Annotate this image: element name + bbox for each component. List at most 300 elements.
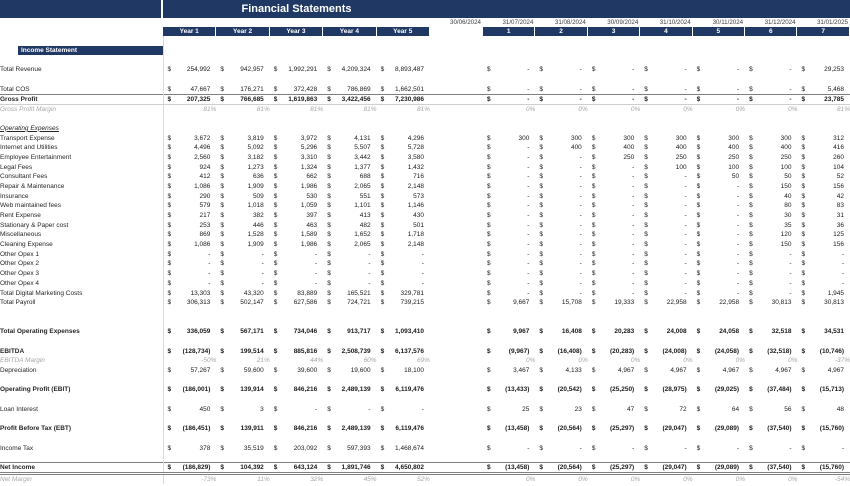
money-cell[interactable] — [270, 385, 323, 395]
money-cell[interactable] — [163, 191, 216, 201]
money-cell[interactable] — [798, 298, 850, 308]
money-cell[interactable] — [163, 240, 216, 250]
row-label[interactable]: Insurance — [0, 191, 163, 201]
money-cell[interactable] — [588, 230, 640, 240]
money-cell[interactable] — [588, 153, 640, 163]
money-cell[interactable] — [535, 269, 587, 279]
money-cell[interactable] — [640, 443, 692, 453]
row-label[interactable]: Total Operating Expenses — [0, 327, 163, 337]
money-cell[interactable] — [745, 94, 797, 104]
money-cell[interactable] — [377, 220, 430, 230]
money-cell[interactable] — [377, 94, 430, 104]
money-cell[interactable] — [693, 162, 745, 172]
money-cell[interactable] — [323, 288, 376, 298]
row-label[interactable]: Other Opex 2 — [0, 259, 163, 269]
money-cell[interactable] — [798, 182, 850, 192]
money-cell[interactable] — [270, 240, 323, 250]
money-cell[interactable] — [483, 463, 535, 474]
row-label[interactable]: Other Opex 4 — [0, 279, 163, 289]
row-label[interactable]: Other Opex 1 — [0, 249, 163, 259]
money-cell[interactable] — [377, 259, 430, 269]
money-cell[interactable] — [483, 65, 535, 75]
money-cell[interactable] — [270, 249, 323, 259]
money-cell[interactable] — [745, 385, 797, 395]
money-cell[interactable] — [483, 346, 535, 356]
money-cell[interactable] — [588, 240, 640, 250]
money-cell[interactable] — [163, 84, 216, 94]
money-cell[interactable] — [377, 443, 430, 453]
date-header[interactable]: 31/10/2024 — [659, 19, 691, 26]
percent-cell[interactable]: 0% — [683, 357, 693, 365]
money-cell[interactable] — [216, 443, 269, 453]
money-cell[interactable] — [798, 143, 850, 153]
money-cell[interactable] — [693, 279, 745, 289]
money-cell[interactable] — [693, 153, 745, 163]
money-cell[interactable] — [640, 84, 692, 94]
money-cell[interactable] — [377, 240, 430, 250]
percent-cell[interactable]: 0% — [735, 357, 746, 365]
percent-cell[interactable]: 81% — [363, 105, 377, 113]
money-cell[interactable] — [640, 424, 692, 434]
money-cell[interactable] — [270, 230, 323, 240]
money-cell[interactable] — [216, 259, 269, 269]
date-header[interactable]: 31/12/2024 — [764, 19, 796, 26]
month-number-header[interactable]: 2 — [535, 27, 587, 36]
percent-cell[interactable]: 81% — [310, 105, 324, 113]
money-cell[interactable] — [270, 463, 323, 474]
row-label[interactable]: Operating Expenses — [0, 124, 163, 134]
money-cell[interactable] — [483, 424, 535, 434]
money-cell[interactable] — [745, 259, 797, 269]
money-cell[interactable] — [323, 259, 376, 269]
money-cell[interactable] — [216, 94, 269, 104]
month-number-header[interactable]: 1 — [483, 27, 535, 36]
percent-cell[interactable]: 44% — [310, 357, 324, 365]
money-cell[interactable] — [745, 143, 797, 153]
money-cell[interactable] — [588, 279, 640, 289]
money-cell[interactable] — [588, 346, 640, 356]
row-label[interactable]: Stationary & Paper cost — [0, 220, 163, 230]
row-label[interactable]: Cleaning Expense — [0, 240, 163, 250]
money-cell[interactable] — [163, 298, 216, 308]
money-cell[interactable] — [588, 385, 640, 395]
money-cell[interactable] — [535, 211, 587, 221]
row-label[interactable]: Loan Interest — [0, 404, 163, 414]
money-cell[interactable] — [323, 65, 376, 75]
money-cell[interactable] — [798, 249, 850, 259]
money-cell[interactable] — [377, 404, 430, 414]
row-label[interactable]: Miscellaneous — [0, 230, 163, 240]
money-cell[interactable] — [483, 327, 535, 337]
money-cell[interactable] — [216, 269, 269, 279]
money-cell[interactable] — [483, 182, 535, 192]
money-cell[interactable] — [216, 240, 269, 250]
money-cell[interactable] — [163, 249, 216, 259]
money-cell[interactable] — [535, 366, 587, 376]
money-cell[interactable] — [588, 211, 640, 221]
money-cell[interactable] — [377, 279, 430, 289]
row-label[interactable]: EBITDA — [0, 346, 163, 356]
money-cell[interactable] — [483, 404, 535, 414]
money-cell[interactable] — [693, 201, 745, 211]
money-cell[interactable] — [216, 298, 269, 308]
percent-cell[interactable]: -37% — [834, 357, 850, 365]
money-cell[interactable] — [693, 366, 745, 376]
year-column-header[interactable]: Year 2 — [216, 27, 269, 36]
money-cell[interactable] — [588, 191, 640, 201]
money-cell[interactable] — [270, 143, 323, 153]
row-label[interactable]: Gross Profit Margin — [0, 104, 163, 114]
money-cell[interactable] — [640, 201, 692, 211]
money-cell[interactable] — [163, 162, 216, 172]
row-label[interactable]: Operating Profit (EBIT) — [0, 385, 163, 395]
money-cell[interactable] — [535, 191, 587, 201]
money-cell[interactable] — [693, 230, 745, 240]
row-label[interactable]: Profit Before Tax (EBT) — [0, 424, 163, 434]
date-header[interactable]: 30/09/2024 — [607, 19, 639, 26]
percent-cell[interactable]: 32% — [310, 476, 324, 484]
money-cell[interactable] — [745, 327, 797, 337]
percent-cell[interactable]: 81% — [836, 105, 850, 113]
money-cell[interactable] — [693, 211, 745, 221]
money-cell[interactable] — [483, 162, 535, 172]
money-cell[interactable] — [640, 279, 692, 289]
money-cell[interactable] — [377, 65, 430, 75]
money-cell[interactable] — [745, 443, 797, 453]
money-cell[interactable] — [745, 162, 797, 172]
percent-cell[interactable]: 21% — [256, 357, 270, 365]
money-cell[interactable] — [483, 133, 535, 143]
percent-cell[interactable]: 0% — [735, 476, 746, 484]
money-cell[interactable] — [323, 133, 376, 143]
row-label[interactable] — [0, 46, 163, 56]
money-cell[interactable] — [535, 201, 587, 211]
money-cell[interactable] — [163, 143, 216, 153]
percent-cell[interactable]: 0% — [735, 105, 746, 113]
money-cell[interactable] — [163, 288, 216, 298]
money-cell[interactable] — [323, 162, 376, 172]
money-cell[interactable] — [216, 327, 269, 337]
money-cell[interactable] — [798, 404, 850, 414]
money-cell[interactable] — [798, 172, 850, 182]
date-header[interactable]: 31/01/2025 — [816, 19, 848, 26]
money-cell[interactable] — [483, 153, 535, 163]
date-header[interactable]: 30/06/2024 — [450, 19, 481, 26]
money-cell[interactable] — [798, 385, 850, 395]
money-cell[interactable] — [745, 133, 797, 143]
money-cell[interactable] — [588, 182, 640, 192]
money-cell[interactable] — [693, 240, 745, 250]
money-cell[interactable] — [640, 220, 692, 230]
money-cell[interactable] — [163, 133, 216, 143]
money-cell[interactable] — [798, 133, 850, 143]
money-cell[interactable] — [535, 385, 587, 395]
money-cell[interactable] — [216, 230, 269, 240]
money-cell[interactable] — [745, 182, 797, 192]
money-cell[interactable] — [483, 385, 535, 395]
money-cell[interactable] — [483, 84, 535, 94]
money-cell[interactable] — [640, 259, 692, 269]
money-cell[interactable] — [798, 94, 850, 104]
percent-cell[interactable]: 0% — [525, 476, 536, 484]
money-cell[interactable] — [693, 84, 745, 94]
money-cell[interactable] — [535, 288, 587, 298]
money-cell[interactable] — [216, 143, 269, 153]
money-cell[interactable] — [483, 230, 535, 240]
money-cell[interactable] — [323, 279, 376, 289]
money-cell[interactable] — [693, 65, 745, 75]
money-cell[interactable] — [640, 404, 692, 414]
money-cell[interactable] — [640, 385, 692, 395]
money-cell[interactable] — [588, 143, 640, 153]
money-cell[interactable] — [323, 424, 376, 434]
money-cell[interactable] — [798, 269, 850, 279]
money-cell[interactable] — [163, 385, 216, 395]
money-cell[interactable] — [640, 298, 692, 308]
money-cell[interactable] — [535, 424, 587, 434]
money-cell[interactable] — [798, 463, 850, 474]
money-cell[interactable] — [163, 346, 216, 356]
money-cell[interactable] — [483, 220, 535, 230]
money-cell[interactable] — [483, 443, 535, 453]
row-label[interactable]: Employee Entertainment — [0, 153, 163, 163]
percent-cell[interactable]: 81% — [203, 105, 217, 113]
money-cell[interactable] — [745, 84, 797, 94]
money-cell[interactable] — [640, 269, 692, 279]
money-cell[interactable] — [163, 153, 216, 163]
money-cell[interactable] — [216, 385, 269, 395]
money-cell[interactable] — [745, 249, 797, 259]
percent-cell[interactable]: -73% — [201, 476, 217, 484]
money-cell[interactable] — [377, 143, 430, 153]
money-cell[interactable] — [483, 172, 535, 182]
money-cell[interactable] — [588, 269, 640, 279]
percent-cell[interactable]: 45% — [363, 476, 377, 484]
money-cell[interactable] — [640, 65, 692, 75]
money-cell[interactable] — [216, 346, 269, 356]
percent-cell[interactable]: 0% — [578, 476, 588, 484]
money-cell[interactable] — [588, 133, 640, 143]
money-cell[interactable] — [693, 220, 745, 230]
money-cell[interactable] — [483, 240, 535, 250]
money-cell[interactable] — [535, 172, 587, 182]
month-number-header[interactable]: 6 — [745, 27, 797, 36]
money-cell[interactable] — [216, 288, 269, 298]
money-cell[interactable] — [535, 182, 587, 192]
percent-cell[interactable]: 0% — [683, 105, 693, 113]
money-cell[interactable] — [270, 288, 323, 298]
money-cell[interactable] — [216, 133, 269, 143]
money-cell[interactable] — [270, 191, 323, 201]
money-cell[interactable] — [163, 230, 216, 240]
money-cell[interactable] — [323, 298, 376, 308]
money-cell[interactable] — [270, 404, 323, 414]
date-header[interactable]: 31/07/2024 — [502, 19, 534, 26]
money-cell[interactable] — [163, 463, 216, 474]
money-cell[interactable] — [216, 84, 269, 94]
money-cell[interactable] — [693, 182, 745, 192]
money-cell[interactable] — [323, 443, 376, 453]
date-header[interactable]: 31/08/2024 — [554, 19, 586, 26]
money-cell[interactable] — [323, 240, 376, 250]
money-cell[interactable] — [798, 191, 850, 201]
money-cell[interactable] — [693, 143, 745, 153]
money-cell[interactable] — [323, 220, 376, 230]
money-cell[interactable] — [377, 424, 430, 434]
money-cell[interactable] — [216, 366, 269, 376]
money-cell[interactable] — [535, 443, 587, 453]
percent-cell[interactable]: 11% — [257, 476, 270, 484]
money-cell[interactable] — [588, 249, 640, 259]
percent-cell[interactable]: 0% — [630, 476, 641, 484]
money-cell[interactable] — [163, 65, 216, 75]
money-cell[interactable] — [745, 240, 797, 250]
money-cell[interactable] — [640, 94, 692, 104]
money-cell[interactable] — [216, 65, 269, 75]
money-cell[interactable] — [163, 404, 216, 414]
money-cell[interactable] — [640, 172, 692, 182]
money-cell[interactable] — [588, 65, 640, 75]
money-cell[interactable] — [377, 327, 430, 337]
money-cell[interactable] — [483, 269, 535, 279]
money-cell[interactable] — [535, 463, 587, 474]
row-label[interactable]: Rent Expense — [0, 211, 163, 221]
money-cell[interactable] — [377, 463, 430, 474]
percent-cell[interactable]: 0% — [788, 105, 798, 113]
money-cell[interactable] — [588, 404, 640, 414]
money-cell[interactable] — [377, 211, 430, 221]
money-cell[interactable] — [693, 94, 745, 104]
money-cell[interactable] — [377, 191, 430, 201]
money-cell[interactable] — [798, 366, 850, 376]
percent-cell[interactable]: 52% — [416, 476, 430, 484]
money-cell[interactable] — [798, 240, 850, 250]
money-cell[interactable] — [163, 201, 216, 211]
date-header[interactable]: 30/11/2024 — [712, 19, 744, 26]
money-cell[interactable] — [535, 230, 587, 240]
money-cell[interactable] — [535, 143, 587, 153]
money-cell[interactable] — [745, 172, 797, 182]
money-cell[interactable] — [270, 201, 323, 211]
money-cell[interactable] — [163, 327, 216, 337]
money-cell[interactable] — [323, 191, 376, 201]
money-cell[interactable] — [377, 346, 430, 356]
money-cell[interactable] — [323, 366, 376, 376]
money-cell[interactable] — [588, 172, 640, 182]
money-cell[interactable] — [640, 143, 692, 153]
money-cell[interactable] — [640, 191, 692, 201]
money-cell[interactable] — [323, 172, 376, 182]
percent-cell[interactable]: 0% — [525, 105, 536, 113]
money-cell[interactable] — [377, 84, 430, 94]
year-column-header[interactable]: Year 3 — [270, 27, 323, 36]
money-cell[interactable] — [693, 443, 745, 453]
money-cell[interactable] — [535, 65, 587, 75]
money-cell[interactable] — [588, 288, 640, 298]
money-cell[interactable] — [377, 288, 430, 298]
money-cell[interactable] — [798, 288, 850, 298]
money-cell[interactable] — [163, 269, 216, 279]
money-cell[interactable] — [270, 443, 323, 453]
money-cell[interactable] — [270, 182, 323, 192]
row-label[interactable]: Depreciation — [0, 366, 163, 376]
money-cell[interactable] — [640, 230, 692, 240]
money-cell[interactable] — [270, 366, 323, 376]
money-cell[interactable] — [270, 84, 323, 94]
money-cell[interactable] — [163, 211, 216, 221]
row-label[interactable]: EBITDA Margin — [0, 356, 163, 366]
percent-cell[interactable]: 0% — [788, 357, 798, 365]
money-cell[interactable] — [745, 220, 797, 230]
money-cell[interactable] — [377, 230, 430, 240]
money-cell[interactable] — [745, 65, 797, 75]
money-cell[interactable] — [535, 327, 587, 337]
money-cell[interactable] — [270, 172, 323, 182]
money-cell[interactable] — [323, 404, 376, 414]
money-cell[interactable] — [640, 133, 692, 143]
money-cell[interactable] — [163, 172, 216, 182]
percent-cell[interactable]: 81% — [256, 105, 270, 113]
money-cell[interactable] — [216, 279, 269, 289]
money-cell[interactable] — [745, 191, 797, 201]
money-cell[interactable] — [588, 327, 640, 337]
money-cell[interactable] — [798, 230, 850, 240]
month-number-header[interactable]: 5 — [693, 27, 745, 36]
money-cell[interactable] — [483, 249, 535, 259]
money-cell[interactable] — [535, 84, 587, 94]
month-number-header[interactable]: 7 — [797, 27, 849, 36]
percent-cell[interactable]: 0% — [525, 357, 536, 365]
row-label[interactable]: Repair & Maintenance — [0, 182, 163, 192]
money-cell[interactable] — [323, 153, 376, 163]
money-cell[interactable] — [640, 162, 692, 172]
money-cell[interactable] — [535, 279, 587, 289]
money-cell[interactable] — [535, 220, 587, 230]
money-cell[interactable] — [588, 298, 640, 308]
money-cell[interactable] — [588, 463, 640, 474]
money-cell[interactable] — [798, 220, 850, 230]
money-cell[interactable] — [163, 279, 216, 289]
percent-cell[interactable]: 69% — [416, 357, 430, 365]
money-cell[interactable] — [483, 143, 535, 153]
money-cell[interactable] — [163, 220, 216, 230]
row-label[interactable]: Total COS — [0, 84, 163, 94]
money-cell[interactable] — [640, 327, 692, 337]
money-cell[interactable] — [216, 211, 269, 221]
money-cell[interactable] — [693, 327, 745, 337]
percent-cell[interactable]: 0% — [630, 105, 641, 113]
money-cell[interactable] — [323, 346, 376, 356]
row-label[interactable]: Income Tax — [0, 443, 163, 453]
row-label[interactable]: Transport Expense — [0, 133, 163, 143]
money-cell[interactable] — [483, 211, 535, 221]
money-cell[interactable] — [216, 249, 269, 259]
money-cell[interactable] — [798, 279, 850, 289]
money-cell[interactable] — [216, 182, 269, 192]
money-cell[interactable] — [693, 404, 745, 414]
money-cell[interactable] — [588, 201, 640, 211]
money-cell[interactable] — [163, 259, 216, 269]
money-cell[interactable] — [745, 279, 797, 289]
money-cell[interactable] — [270, 211, 323, 221]
money-cell[interactable] — [216, 424, 269, 434]
money-cell[interactable] — [535, 162, 587, 172]
money-cell[interactable] — [377, 182, 430, 192]
money-cell[interactable] — [323, 94, 376, 104]
money-cell[interactable] — [798, 211, 850, 221]
money-cell[interactable] — [163, 366, 216, 376]
money-cell[interactable] — [745, 463, 797, 474]
